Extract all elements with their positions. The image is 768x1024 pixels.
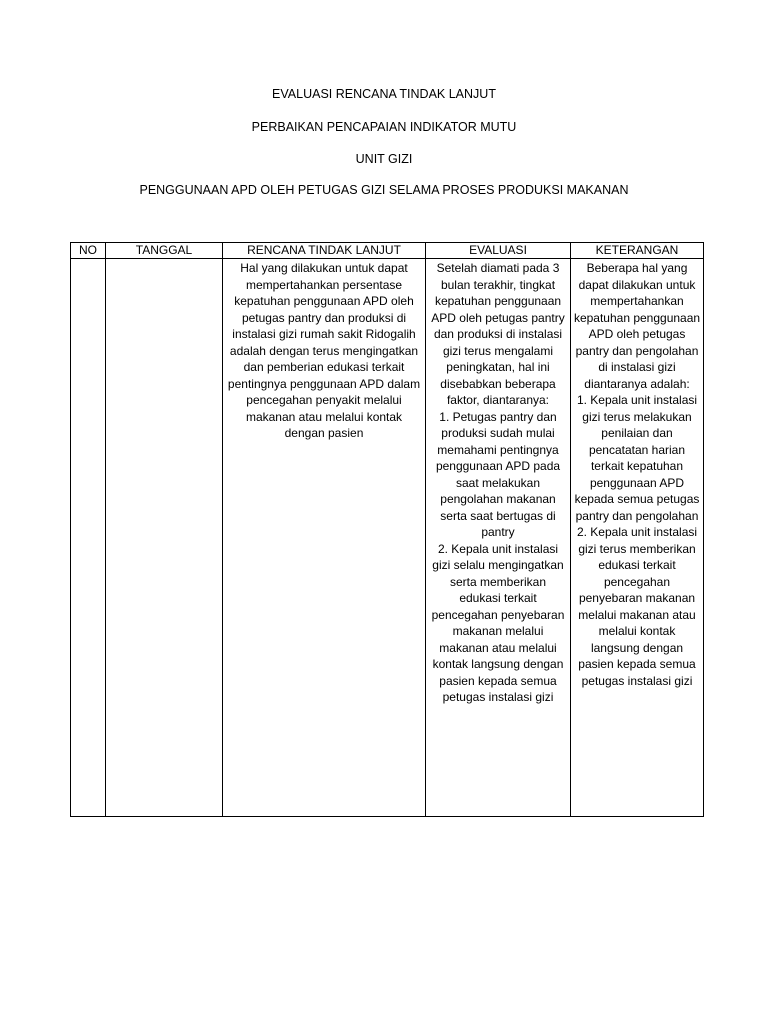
keterangan-point-2: 2. Kepala unit instalasi gizi terus memberikan edukasi terkait pencegahan penyebaran makanan melalui makanan atau melalui kontak langsung dengan pasien kepada semua petugas instalasi gizi — [576, 525, 698, 688]
topic-heading: PENGGUNAAN APD OLEH PETUGAS GIZI SELAMA PROSES PRODUKSI MAKANAN — [139, 183, 629, 197]
cell-tanggal — [106, 259, 223, 817]
evaluasi-intro: Setelah diamati pada 3 bulan terakhir, tingkat kepatuhan penggunaan APD oleh petugas pantry dan produksi di instalasi gizi terus mengalami peningkatan, hal ini disebabkan beberapa faktor, diantaranya: — [431, 261, 565, 407]
table-row — [71, 259, 704, 817]
cell-no — [71, 259, 106, 817]
keterangan-intro: Beberapa hal yang dapat dilakukan untuk mempertahankan kepatuhan penggunaan APD oleh petugas pantry dan pengolahan di instalasi gizi diantaranya adalah: — [573, 261, 701, 391]
evaluasi-point-2: 2. Kepala unit instalasi gizi selalu mengingatkan serta memberikan edukasi terkait pencegahan penyebaran makanan melalui makanan atau melalui kontak langsung dengan pasien kepada semua petugas instalasi gizi — [431, 541, 565, 704]
evaluation-table — [70, 242, 704, 817]
cell-keterangan — [571, 259, 704, 817]
keterangan-point-1: 1. Kepala unit instalasi gizi terus melakukan penilaian dan pencatatan harian terkait kepatuhan penggunaan APD kepada semua petugas pantry dan pengolahan — [574, 393, 700, 523]
document-title: EVALUASI RENCANA TINDAK LANJUT — [272, 87, 496, 101]
column-header-keterangan: KETERANGAN — [571, 243, 704, 259]
column-header-no: NO — [71, 243, 106, 259]
cell-rencana: Hal yang dilakukan untuk dapat mempertahankan persentase kepatuhan penggunaan APD oleh petugas pantry dan produksi di instalasi gizi rumah sakit Ridogalih adalah dengan terus mengingatkan dan pemberian edukasi terkait pentingnya penggunaan APD dalam pencegahan penyakit melalui makanan atau melalui kontak dengan pasien — [223, 259, 426, 817]
column-header-evaluasi: EVALUASI — [426, 243, 571, 259]
unit-heading: UNIT GIZI — [355, 152, 413, 166]
table-header-row — [71, 243, 704, 259]
column-header-tanggal: TANGGAL — [106, 243, 223, 259]
evaluasi-point-1: 1. Petugas pantry dan produksi sudah mulai memahami pentingnya penggunaan APD pada saat melakukan pengolahan makanan serta saat bertugas di pantry — [435, 409, 561, 539]
column-header-rencana: RENCANA TINDAK LANJUT — [223, 243, 426, 259]
document-subtitle: PERBAIKAN PENCAPAIAN INDIKATOR MUTU — [251, 120, 517, 134]
cell-evaluasi — [426, 259, 571, 817]
